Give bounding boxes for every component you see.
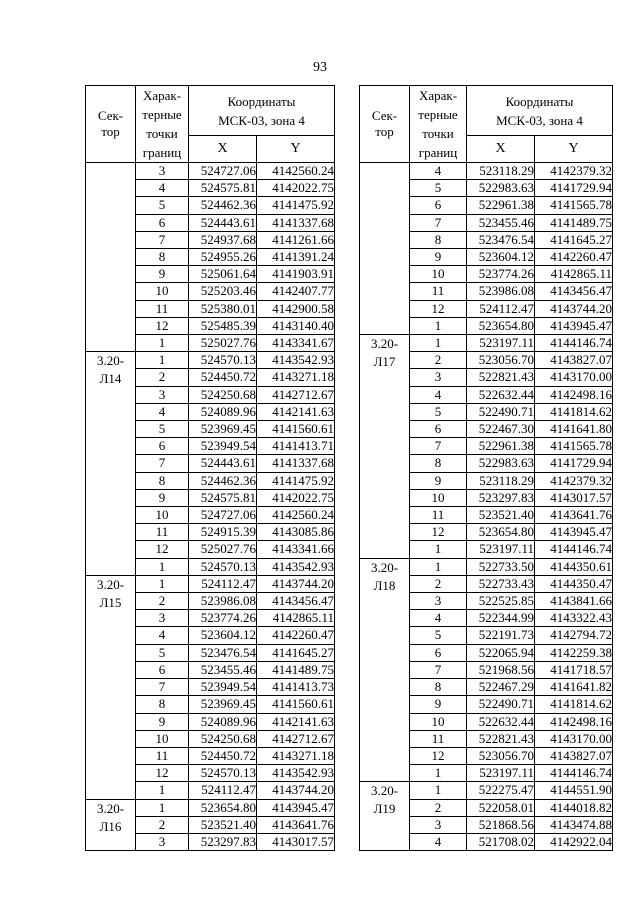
x-coordinate-cell: 522467.29 xyxy=(467,679,535,696)
point-number-cell: 1 xyxy=(410,558,467,575)
point-number-cell: 4 xyxy=(410,833,467,850)
point-number-cell: 8 xyxy=(410,679,467,696)
x-coordinate-cell: 522058.01 xyxy=(467,799,535,816)
point-number-cell: 9 xyxy=(136,489,189,506)
y-coordinate-cell: 4142560.24 xyxy=(257,507,335,524)
y-coordinate-cell: 4141814.62 xyxy=(535,696,613,713)
x-coordinate-cell: 524089.96 xyxy=(189,713,257,730)
point-number-cell: 9 xyxy=(410,472,467,489)
point-number-cell: 8 xyxy=(410,455,467,472)
y-coordinate-cell: 4143542.93 xyxy=(257,558,335,575)
coordinates-header: Координаты МСК-03, зона 4 xyxy=(467,86,613,136)
point-number-cell: 6 xyxy=(410,421,467,438)
y-coordinate-cell: 4141641.82 xyxy=(535,679,613,696)
y-coordinate-cell: 4143841.66 xyxy=(535,593,613,610)
point-number-cell: 10 xyxy=(136,730,189,747)
x-coordinate-cell: 524570.13 xyxy=(189,352,257,369)
point-number-cell: 2 xyxy=(136,816,189,833)
x-coordinate-cell: 523604.12 xyxy=(467,249,535,266)
point-number-cell: 10 xyxy=(410,713,467,730)
x-coordinate-cell: 523197.11 xyxy=(467,765,535,782)
x-coordinate-cell: 523969.45 xyxy=(189,421,257,438)
y-coordinate-cell: 4141718.57 xyxy=(535,661,613,678)
y-coordinate-cell: 4141391.24 xyxy=(257,249,335,266)
y-coordinate-cell: 4141337.68 xyxy=(257,455,335,472)
point-number-cell: 10 xyxy=(136,283,189,300)
table-row xyxy=(86,799,335,816)
y-coordinate-cell: 4143456.47 xyxy=(535,283,613,300)
point-number-cell: 4 xyxy=(136,403,189,420)
point-number-cell: 7 xyxy=(136,455,189,472)
point-number-cell: 2 xyxy=(136,593,189,610)
x-coordinate-cell: 524112.47 xyxy=(189,782,257,799)
y-coordinate-cell: 4141337.68 xyxy=(257,214,335,231)
y-coordinate-cell: 4142141.63 xyxy=(257,713,335,730)
x-coordinate-cell: 524955.26 xyxy=(189,249,257,266)
x-coordinate-cell: 522983.63 xyxy=(467,180,535,197)
sector-cell xyxy=(86,163,136,352)
point-number-cell: 9 xyxy=(136,266,189,283)
x-coordinate-cell: 523118.29 xyxy=(467,163,535,180)
point-number-cell: 12 xyxy=(136,541,189,558)
y-coordinate-cell: 4143945.47 xyxy=(535,317,613,334)
x-coordinate-cell: 523197.11 xyxy=(467,335,535,352)
point-number-cell: 9 xyxy=(136,713,189,730)
y-coordinate-cell: 4141489.75 xyxy=(535,214,613,231)
y-coordinate-cell: 4144146.74 xyxy=(535,541,613,558)
point-number-cell: 10 xyxy=(136,507,189,524)
y-coordinate-cell: 4143744.20 xyxy=(257,575,335,592)
point-number-cell: 1 xyxy=(136,335,189,352)
x-coordinate-cell: 524462.36 xyxy=(189,472,257,489)
y-coordinate-cell: 4142260.47 xyxy=(257,627,335,644)
x-coordinate-cell: 523521.40 xyxy=(189,816,257,833)
y-coordinate-cell: 4143827.07 xyxy=(535,747,613,764)
x-coordinate-cell: 523297.83 xyxy=(467,489,535,506)
point-number-cell: 6 xyxy=(410,197,467,214)
point-number-cell: 1 xyxy=(410,317,467,334)
point-number-cell: 7 xyxy=(410,214,467,231)
x-coordinate-cell: 524250.68 xyxy=(189,386,257,403)
x-coordinate-cell: 524450.72 xyxy=(189,747,257,764)
x-coordinate-cell: 522490.71 xyxy=(467,696,535,713)
table-row xyxy=(360,782,613,799)
y-coordinate-cell: 4143641.76 xyxy=(535,507,613,524)
x-coordinate-cell: 525485.39 xyxy=(189,317,257,334)
y-coordinate-cell: 4143085.86 xyxy=(257,524,335,541)
y-coordinate-cell: 4142379.32 xyxy=(535,472,613,489)
y-coordinate-cell: 4141641.80 xyxy=(535,421,613,438)
point-number-cell: 12 xyxy=(410,300,467,317)
x-coordinate-cell: 524570.13 xyxy=(189,765,257,782)
y-coordinate-cell: 4144146.74 xyxy=(535,765,613,782)
x-coordinate-cell: 521708.02 xyxy=(467,833,535,850)
x-coordinate-cell: 524937.68 xyxy=(189,231,257,248)
point-number-cell: 3 xyxy=(410,593,467,610)
point-number-cell: 2 xyxy=(410,575,467,592)
table-row xyxy=(86,352,335,369)
x-coordinate-cell: 523986.08 xyxy=(189,593,257,610)
y-coordinate-cell: 4144350.47 xyxy=(535,575,613,592)
point-number-cell: 7 xyxy=(410,438,467,455)
y-coordinate-cell: 4142379.32 xyxy=(535,163,613,180)
x-coordinate-cell: 522983.63 xyxy=(467,455,535,472)
x-coordinate-cell: 522275.47 xyxy=(467,782,535,799)
point-number-cell: 6 xyxy=(136,214,189,231)
y-coordinate-cell: 4141560.61 xyxy=(257,696,335,713)
y-coordinate-cell: 4143542.93 xyxy=(257,352,335,369)
table-row xyxy=(360,558,613,575)
y-coordinate-cell: 4142560.24 xyxy=(257,163,335,180)
y-coordinate-cell: 4141645.27 xyxy=(535,231,613,248)
point-number-cell: 5 xyxy=(136,421,189,438)
x-coordinate-cell: 522344.99 xyxy=(467,610,535,627)
y-coordinate-cell: 4143945.47 xyxy=(257,799,335,816)
x-coordinate-cell: 522961.38 xyxy=(467,438,535,455)
x-coordinate-cell: 523654.80 xyxy=(467,317,535,334)
x-coordinate-cell: 521968.56 xyxy=(467,661,535,678)
x-coordinate-cell: 523455.46 xyxy=(467,214,535,231)
x-coordinate-cell: 523774.26 xyxy=(467,266,535,283)
x-coordinate-cell: 523118.29 xyxy=(467,472,535,489)
point-number-cell: 10 xyxy=(410,489,467,506)
x-coordinate-cell: 523297.83 xyxy=(189,833,257,850)
y-coordinate-cell: 4142922.04 xyxy=(535,833,613,850)
y-coordinate-cell: 4141903.91 xyxy=(257,266,335,283)
point-number-cell: 8 xyxy=(136,249,189,266)
y-coordinate-cell: 4141565.78 xyxy=(535,438,613,455)
y-coordinate-cell: 4142794.72 xyxy=(535,627,613,644)
point-number-cell: 3 xyxy=(410,816,467,833)
point-number-cell: 4 xyxy=(410,610,467,627)
x-column-header: X xyxy=(467,136,535,163)
x-coordinate-cell: 524443.61 xyxy=(189,214,257,231)
y-coordinate-cell: 4143641.76 xyxy=(257,816,335,833)
x-coordinate-cell: 524575.81 xyxy=(189,489,257,506)
x-coordinate-cell: 523197.11 xyxy=(467,541,535,558)
table-row xyxy=(86,575,335,592)
y-coordinate-cell: 4142260.47 xyxy=(535,249,613,266)
x-coordinate-cell: 522821.43 xyxy=(467,730,535,747)
y-coordinate-cell: 4143474.88 xyxy=(535,816,613,833)
point-number-cell: 12 xyxy=(136,317,189,334)
point-number-cell: 11 xyxy=(410,283,467,300)
y-coordinate-cell: 4141413.71 xyxy=(257,438,335,455)
point-number-cell: 5 xyxy=(136,197,189,214)
y-coordinate-cell: 4141729.94 xyxy=(535,180,613,197)
y-coordinate-cell: 4142022.75 xyxy=(257,180,335,197)
x-coordinate-cell: 522525.85 xyxy=(467,593,535,610)
point-number-cell: 3 xyxy=(136,610,189,627)
boundary-points-header: Харак- терные точки границ xyxy=(410,86,467,163)
sector-header: Сек- тор xyxy=(360,86,410,163)
point-number-cell: 12 xyxy=(410,524,467,541)
y-coordinate-cell: 4143170.00 xyxy=(535,730,613,747)
x-coordinate-cell: 522467.30 xyxy=(467,421,535,438)
coordinates-table-left xyxy=(85,85,335,851)
y-coordinate-cell: 4141413.73 xyxy=(257,679,335,696)
point-number-cell: 5 xyxy=(410,180,467,197)
y-coordinate-cell: 4143945.47 xyxy=(535,524,613,541)
x-coordinate-cell: 524462.36 xyxy=(189,197,257,214)
sector-header: Сек- тор xyxy=(86,86,136,163)
x-coordinate-cell: 522065.94 xyxy=(467,644,535,661)
sector-cell: 3.20- Л16 xyxy=(86,799,136,851)
y-coordinate-cell: 4143456.47 xyxy=(257,593,335,610)
left-table-body xyxy=(86,163,335,851)
sector-cell: 3.20- Л15 xyxy=(86,575,136,799)
point-number-cell: 1 xyxy=(136,799,189,816)
point-number-cell: 11 xyxy=(410,507,467,524)
sector-cell xyxy=(360,163,410,335)
point-number-cell: 11 xyxy=(136,300,189,317)
x-coordinate-cell: 522191.73 xyxy=(467,627,535,644)
point-number-cell: 2 xyxy=(410,352,467,369)
y-column-header: Y xyxy=(535,136,613,163)
x-coordinate-cell: 522490.71 xyxy=(467,403,535,420)
x-coordinate-cell: 523969.45 xyxy=(189,696,257,713)
point-number-cell: 1 xyxy=(136,352,189,369)
point-number-cell: 11 xyxy=(136,524,189,541)
x-coordinate-cell: 522632.44 xyxy=(467,386,535,403)
point-number-cell: 8 xyxy=(136,696,189,713)
x-coordinate-cell: 525380.01 xyxy=(189,300,257,317)
x-coordinate-cell: 525061.64 xyxy=(189,266,257,283)
x-coordinate-cell: 523986.08 xyxy=(467,283,535,300)
sector-cell: 3.20- Л18 xyxy=(360,558,410,782)
x-coordinate-cell: 524089.96 xyxy=(189,403,257,420)
point-number-cell: 7 xyxy=(136,231,189,248)
point-number-cell: 3 xyxy=(136,386,189,403)
y-coordinate-cell: 4143140.40 xyxy=(257,317,335,334)
y-coordinate-cell: 4142712.67 xyxy=(257,730,335,747)
y-coordinate-cell: 4142865.11 xyxy=(535,266,613,283)
point-number-cell: 10 xyxy=(410,266,467,283)
x-coordinate-cell: 524112.47 xyxy=(467,300,535,317)
x-coordinate-cell: 524450.72 xyxy=(189,369,257,386)
y-coordinate-cell: 4143341.67 xyxy=(257,335,335,352)
table-row xyxy=(86,163,335,180)
x-coordinate-cell: 523521.40 xyxy=(467,507,535,524)
point-number-cell: 1 xyxy=(410,765,467,782)
y-coordinate-cell: 4143744.20 xyxy=(535,300,613,317)
y-coordinate-cell: 4144018.82 xyxy=(535,799,613,816)
point-number-cell: 4 xyxy=(410,163,467,180)
y-coordinate-cell: 4142022.75 xyxy=(257,489,335,506)
point-number-cell: 3 xyxy=(410,369,467,386)
point-number-cell: 7 xyxy=(410,661,467,678)
x-coordinate-cell: 525203.46 xyxy=(189,283,257,300)
x-coordinate-cell: 523455.46 xyxy=(189,661,257,678)
x-coordinate-cell: 522733.43 xyxy=(467,575,535,592)
point-number-cell: 5 xyxy=(410,627,467,644)
x-coordinate-cell: 523476.54 xyxy=(189,644,257,661)
x-coordinate-cell: 522632.44 xyxy=(467,713,535,730)
y-coordinate-cell: 4141645.27 xyxy=(257,644,335,661)
y-coordinate-cell: 4142498.16 xyxy=(535,713,613,730)
y-coordinate-cell: 4142407.77 xyxy=(257,283,335,300)
x-coordinate-cell: 524443.61 xyxy=(189,455,257,472)
point-number-cell: 8 xyxy=(410,231,467,248)
point-number-cell: 7 xyxy=(136,679,189,696)
table-row xyxy=(360,163,613,180)
point-number-cell: 3 xyxy=(136,163,189,180)
point-number-cell: 6 xyxy=(136,438,189,455)
y-coordinate-cell: 4141560.61 xyxy=(257,421,335,438)
y-coordinate-cell: 4142141.63 xyxy=(257,403,335,420)
x-coordinate-cell: 523654.80 xyxy=(467,524,535,541)
x-coordinate-cell: 523949.54 xyxy=(189,679,257,696)
y-coordinate-cell: 4142712.67 xyxy=(257,386,335,403)
x-coordinate-cell: 524250.68 xyxy=(189,730,257,747)
y-column-header: Y xyxy=(257,136,335,163)
right-table-body xyxy=(360,163,613,851)
x-coordinate-cell: 524727.06 xyxy=(189,507,257,524)
x-coordinate-cell: 523654.80 xyxy=(189,799,257,816)
y-coordinate-cell: 4144551.90 xyxy=(535,782,613,799)
point-number-cell: 1 xyxy=(136,558,189,575)
x-coordinate-cell: 523056.70 xyxy=(467,747,535,764)
x-coordinate-cell: 523056.70 xyxy=(467,352,535,369)
point-number-cell: 2 xyxy=(410,799,467,816)
x-coordinate-cell: 522961.38 xyxy=(467,197,535,214)
sector-cell: 3.20- Л14 xyxy=(86,352,136,576)
page-number: 93 xyxy=(313,60,327,75)
x-coordinate-cell: 523949.54 xyxy=(189,438,257,455)
x-coordinate-cell: 521868.56 xyxy=(467,816,535,833)
point-number-cell: 3 xyxy=(136,833,189,850)
x-coordinate-cell: 522821.43 xyxy=(467,369,535,386)
y-coordinate-cell: 4143271.18 xyxy=(257,747,335,764)
y-coordinate-cell: 4142865.11 xyxy=(257,610,335,627)
x-coordinate-cell: 522733.50 xyxy=(467,558,535,575)
y-coordinate-cell: 4143542.93 xyxy=(257,765,335,782)
y-coordinate-cell: 4143017.57 xyxy=(535,489,613,506)
y-coordinate-cell: 4142900.58 xyxy=(257,300,335,317)
y-coordinate-cell: 4143341.66 xyxy=(257,541,335,558)
y-coordinate-cell: 4141729.94 xyxy=(535,455,613,472)
x-coordinate-cell: 524915.39 xyxy=(189,524,257,541)
boundary-points-header: Харак- терные точки границ xyxy=(136,86,189,163)
y-coordinate-cell: 4144350.61 xyxy=(535,558,613,575)
coordinates-header: Координаты МСК-03, зона 4 xyxy=(189,86,335,136)
point-number-cell: 9 xyxy=(410,249,467,266)
point-number-cell: 2 xyxy=(136,369,189,386)
coordinates-table-right xyxy=(359,85,613,851)
y-coordinate-cell: 4141489.75 xyxy=(257,661,335,678)
sector-cell: 3.20- Л17 xyxy=(360,335,410,559)
x-coordinate-cell: 523604.12 xyxy=(189,627,257,644)
point-number-cell: 8 xyxy=(136,472,189,489)
point-number-cell: 5 xyxy=(136,644,189,661)
point-number-cell: 12 xyxy=(410,747,467,764)
y-coordinate-cell: 4144146.74 xyxy=(535,335,613,352)
y-coordinate-cell: 4141261.66 xyxy=(257,231,335,248)
x-coordinate-cell: 525027.76 xyxy=(189,541,257,558)
point-number-cell: 1 xyxy=(410,335,467,352)
point-number-cell: 4 xyxy=(136,180,189,197)
y-coordinate-cell: 4143744.20 xyxy=(257,782,335,799)
x-coordinate-cell: 524575.81 xyxy=(189,180,257,197)
y-coordinate-cell: 4143827.07 xyxy=(535,352,613,369)
x-coordinate-cell: 525027.76 xyxy=(189,335,257,352)
point-number-cell: 12 xyxy=(136,765,189,782)
y-coordinate-cell: 4143271.18 xyxy=(257,369,335,386)
y-coordinate-cell: 4141814.62 xyxy=(535,403,613,420)
x-coordinate-cell: 524112.47 xyxy=(189,575,257,592)
y-coordinate-cell: 4141475.92 xyxy=(257,197,335,214)
x-coordinate-cell: 524727.06 xyxy=(189,163,257,180)
x-coordinate-cell: 523774.26 xyxy=(189,610,257,627)
y-coordinate-cell: 4143017.57 xyxy=(257,833,335,850)
y-coordinate-cell: 4143322.43 xyxy=(535,610,613,627)
point-number-cell: 1 xyxy=(410,541,467,558)
y-coordinate-cell: 4142259.38 xyxy=(535,644,613,661)
x-coordinate-cell: 524570.13 xyxy=(189,558,257,575)
point-number-cell: 1 xyxy=(136,575,189,592)
x-column-header: X xyxy=(189,136,257,163)
y-coordinate-cell: 4142498.16 xyxy=(535,386,613,403)
point-number-cell: 4 xyxy=(136,627,189,644)
table-row xyxy=(360,335,613,352)
point-number-cell: 11 xyxy=(136,747,189,764)
point-number-cell: 5 xyxy=(410,403,467,420)
point-number-cell: 6 xyxy=(136,661,189,678)
point-number-cell: 1 xyxy=(136,782,189,799)
y-coordinate-cell: 4143170.00 xyxy=(535,369,613,386)
point-number-cell: 1 xyxy=(410,782,467,799)
sector-cell: 3.20- Л19 xyxy=(360,782,410,851)
point-number-cell: 4 xyxy=(410,386,467,403)
y-coordinate-cell: 4141475.92 xyxy=(257,472,335,489)
y-coordinate-cell: 4141565.78 xyxy=(535,197,613,214)
x-coordinate-cell: 523476.54 xyxy=(467,231,535,248)
point-number-cell: 6 xyxy=(410,644,467,661)
point-number-cell: 9 xyxy=(410,696,467,713)
point-number-cell: 11 xyxy=(410,730,467,747)
